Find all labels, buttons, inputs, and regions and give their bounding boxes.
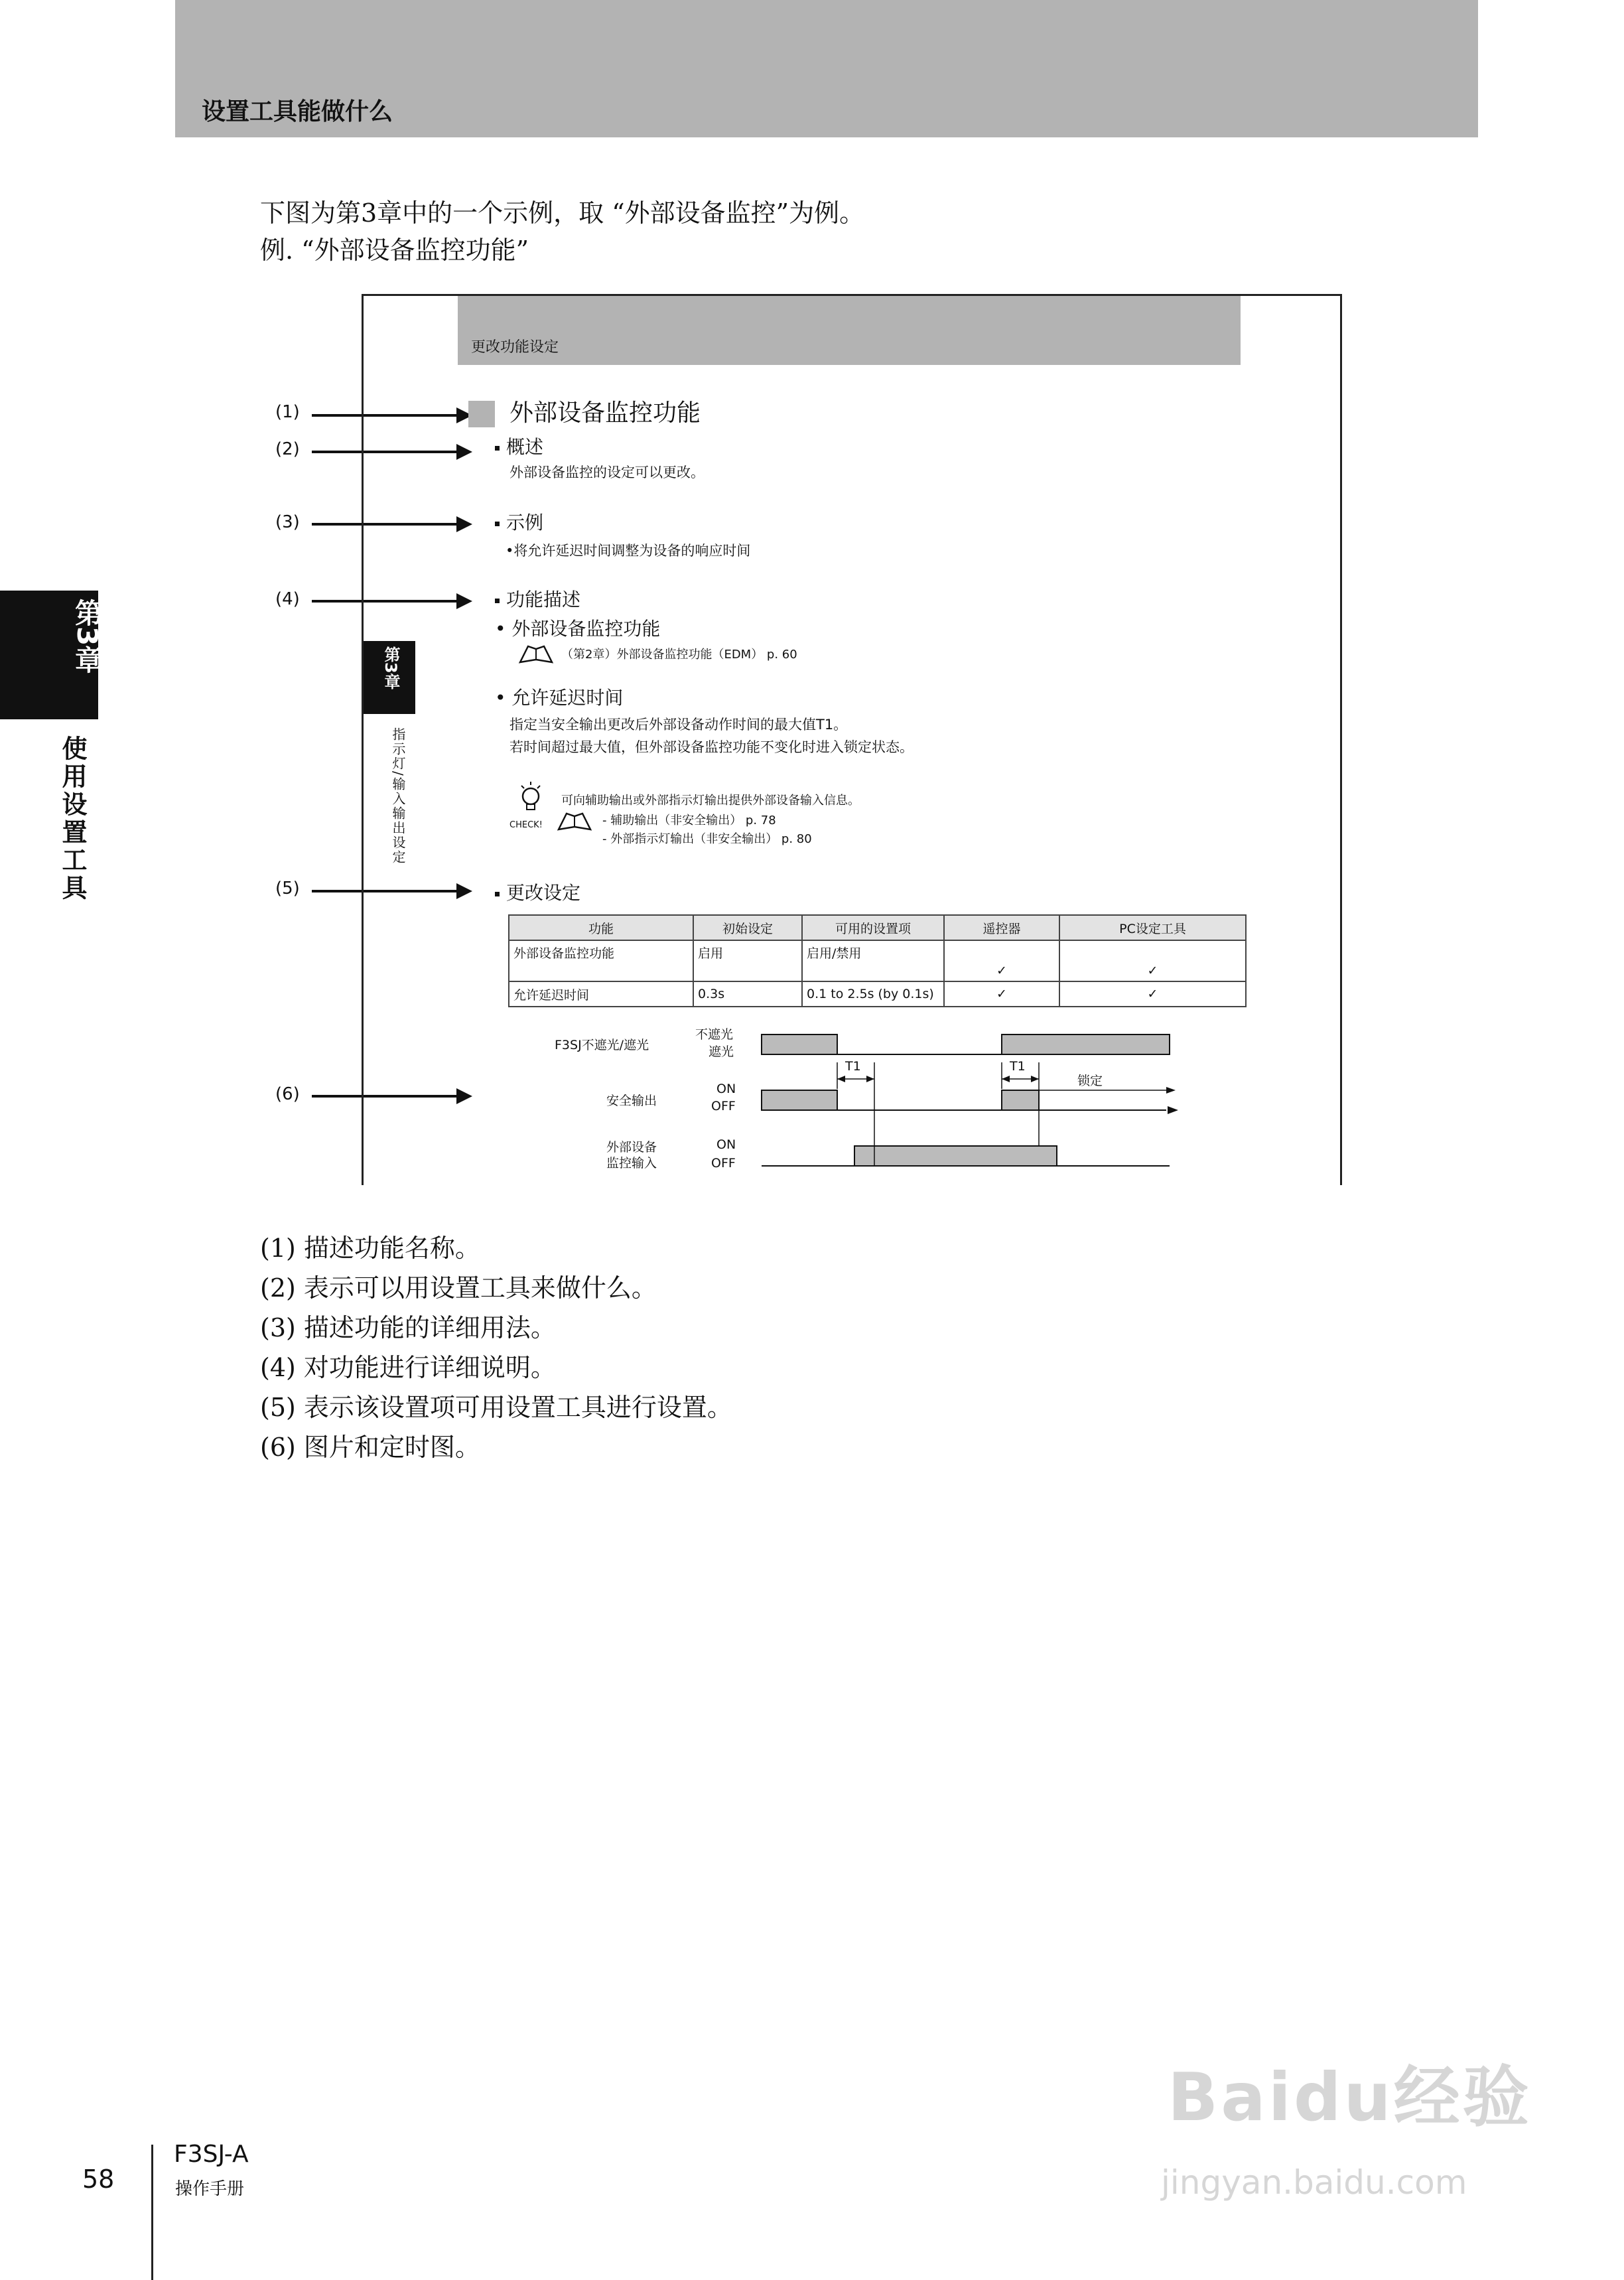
table-cell: 0.3s — [693, 981, 802, 1007]
figure-side-title: 指示灯/输入输出设定 — [390, 727, 406, 865]
watermark-logo: Baidu经验 — [1168, 2058, 1532, 2136]
description-item-1: • 外部设备监控功能 — [495, 618, 661, 640]
table-cell-check: ✓ — [944, 981, 1059, 1007]
page-header-title: 设置工具能做什么 — [202, 98, 393, 125]
example-title: 示例 — [495, 508, 543, 535]
check-ref-1: - 辅助输出（非安全输出） p. 78 — [602, 814, 776, 827]
page-header-band — [175, 0, 1478, 137]
explanation-item-3: (3) 描述功能的详细用法。 — [260, 1313, 556, 1342]
example-text: •将允许延迟时间调整为设备的响应时间 — [506, 543, 751, 559]
timing-row2-label: 安全输出 — [606, 1094, 657, 1108]
table-cell: 外部设备监控功能 — [509, 940, 693, 981]
table-cell: 启用 — [693, 940, 802, 981]
check-ref-2: - 外部指示灯输出（非安全输出） p. 80 — [602, 832, 812, 846]
annotation-label-4: (4) — [275, 589, 300, 609]
intro-line-2: 例. “外部设备监控功能” — [260, 236, 529, 265]
table-header-cell: PC设定工具 — [1059, 915, 1246, 940]
timing-row3-label-2: 监控输入 — [606, 1156, 657, 1171]
intro-line-1: 下图为第3章中的一个示例，取 “外部设备监控”为例。 — [260, 198, 865, 228]
table-header-cell: 功能 — [509, 915, 693, 940]
explanation-item-6: (6) 图片和定时图。 — [260, 1433, 480, 1462]
explanation-item-2: (2) 表示可以用设置工具来做什么。 — [260, 1273, 657, 1303]
check-label: CHECK! — [509, 820, 543, 830]
explanation-item-1: (1) 描述功能名称。 — [260, 1234, 480, 1263]
table-cell-check: ✓ — [1059, 981, 1246, 1007]
description-title: 功能描述 — [495, 585, 580, 612]
annotation-label-2: (2) — [275, 439, 300, 459]
timing-row1-state-low: 遮光 — [709, 1044, 734, 1059]
timing-t1-label-a: T1 — [845, 1059, 861, 1074]
description-text-1: 指定当安全输出更改后外部设备动作时间的最大值T1。 — [509, 717, 848, 733]
chapter-tab — [0, 591, 103, 719]
timing-lock-label: 锁定 — [1077, 1074, 1103, 1088]
description-ref-1: （第2章）外部设备监控功能（EDM） p. 60 — [561, 648, 797, 662]
timing-row2-state-high: ON — [716, 1082, 736, 1096]
figure-header-title: 更改功能设定 — [471, 339, 559, 356]
explanation-item-4: (4) 对功能进行详细说明。 — [260, 1353, 556, 1382]
timing-t1-label-b: T1 — [1010, 1059, 1026, 1074]
table-header-cell: 可用的设置项 — [802, 915, 944, 940]
footer-manual: 操作手册 — [175, 2179, 245, 2199]
explanation-item-5: (5) 表示该设置项可用设置工具进行设置。 — [260, 1393, 732, 1422]
annotation-label-3: (3) — [275, 512, 300, 532]
figure-chapter-tab-label: 第3章 — [381, 646, 400, 689]
overview-text: 外部设备监控的设定可以更改。 — [509, 464, 705, 480]
description-item-2: • 允许延迟时间 — [495, 687, 624, 709]
annotation-label-1: (1) — [275, 402, 300, 422]
table-cell: 启用/禁用 — [802, 940, 944, 981]
description-text-2: 若时间超过最大值，但外部设备监控功能不变化时进入锁定状态。 — [509, 739, 914, 755]
check-text: 可向辅助输出或外部指示灯输出提供外部设备输入信息。 — [561, 794, 860, 808]
table-cell: 0.1 to 2.5s (by 0.1s) — [802, 981, 944, 1007]
timing-row3-label-1: 外部设备 — [606, 1140, 657, 1155]
example-figure — [362, 294, 1342, 1185]
annotation-label-5: (5) — [275, 879, 300, 898]
footer-model: F3SJ-A — [174, 2141, 249, 2168]
timing-row2-state-low: OFF — [711, 1099, 736, 1113]
footer-divider — [151, 2145, 153, 2280]
timing-row3-state-low: OFF — [711, 1156, 736, 1171]
timing-row3-state-high: ON — [716, 1137, 736, 1152]
chapter-tab-label: 第3章 — [71, 599, 103, 674]
function-heading: 外部设备监控功能 — [509, 399, 701, 427]
chapter-side-title: 使用设置工具 — [58, 735, 87, 902]
timing-chart — [364, 296, 1340, 1185]
table-cell-check: ✓ — [1059, 940, 1246, 981]
table-header-cell: 遥控器 — [944, 915, 1059, 940]
change-title: 更改设定 — [495, 879, 580, 905]
table-cell-check: ✓ — [944, 940, 1059, 981]
watermark-url: jingyan.baidu.com — [1161, 2163, 1467, 2202]
table-header-cell: 初始设定 — [693, 915, 802, 940]
page-number: 58 — [82, 2165, 115, 2194]
table-cell: 允许延迟时间 — [509, 981, 693, 1007]
annotation-label-6: (6) — [275, 1084, 300, 1104]
timing-row1-state-high: 不遮光 — [695, 1027, 734, 1042]
timing-row1-label: F3SJ不遮光/遮光 — [555, 1038, 649, 1052]
overview-title: 概述 — [495, 433, 543, 459]
